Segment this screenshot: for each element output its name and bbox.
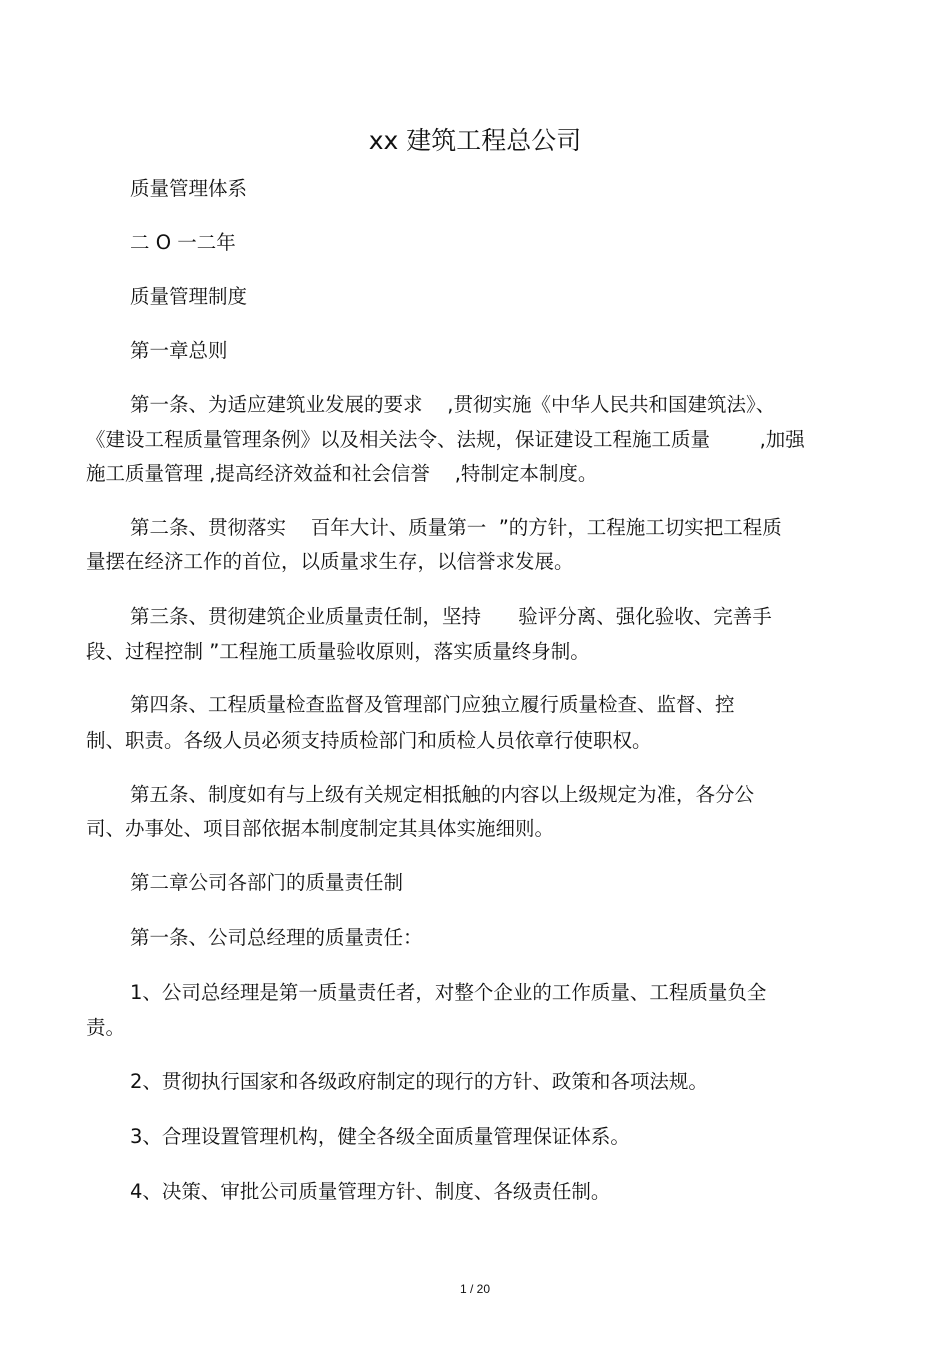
text-line: 《建设工程质量管理条例》以及相关法令、法规，保证建设工程施工质量 ,加强 xyxy=(86,428,805,451)
text-line: 质量管理制度 xyxy=(130,285,248,308)
text-line: 第一章总则 xyxy=(130,339,228,362)
text-line: 2、贯彻执行国家和各级政府制定的现行的方针、政策和各项法规。 xyxy=(130,1070,708,1093)
text-line: 第一条、公司总经理的质量责任： xyxy=(130,926,423,949)
text-line: 第五条、制度如有与上级有关规定相抵触的内容以上级规定为准，各分公 xyxy=(130,783,755,806)
text-line: 第二条、贯彻落实 百年大计、质量第一 ”的方针，工程施工切实把工程质 xyxy=(130,516,782,539)
text-line: 第二章公司各部门的质量责任制 xyxy=(130,871,404,894)
text-line: 二 O 一二年 xyxy=(130,231,236,254)
text-line: 4、决策、审批公司质量管理方针、制度、各级责任制。 xyxy=(130,1180,611,1203)
text-line: 质量管理体系 xyxy=(130,177,248,200)
text-line: 制、职责。各级人员必须支持质检部门和质检人员依章行使职权。 xyxy=(86,729,652,752)
text-line: 段、过程控制 ”工程施工质量验收原则，落实质量终身制。 xyxy=(86,640,590,663)
text-line: 第三条、贯彻建筑企业质量责任制，坚持 验评分离、强化验收、完善手 xyxy=(130,605,772,628)
text-line: 责。 xyxy=(86,1016,126,1039)
text-line: 第四条、工程质量检查监督及管理部门应独立履行质量检查、监督、控 xyxy=(130,693,735,716)
text-line: 量摆在经济工作的首位，以质量求生存，以信誉求发展。 xyxy=(86,550,574,573)
text-line: 3、合理设置管理机构，健全各级全面质量管理保证体系。 xyxy=(130,1125,630,1148)
text-line: 施工质量管理 ,提高经济效益和社会信誉 ,特制定本制度。 xyxy=(86,462,598,485)
document-title: xx 建筑工程总公司 xyxy=(368,126,582,155)
text-line: 1、公司总经理是第一质量责任者，对整个企业的工作质量、工程质量负全 xyxy=(130,981,767,1004)
text-line: 司、办事处、项目部依据本制度制定其具体实施细则。 xyxy=(86,817,555,840)
page-number: 1 / 20 xyxy=(459,1282,491,1296)
text-line: 第一条、为适应建筑业发展的要求 ,贯彻实施《中华人民共和国建筑法》、 xyxy=(130,393,776,416)
